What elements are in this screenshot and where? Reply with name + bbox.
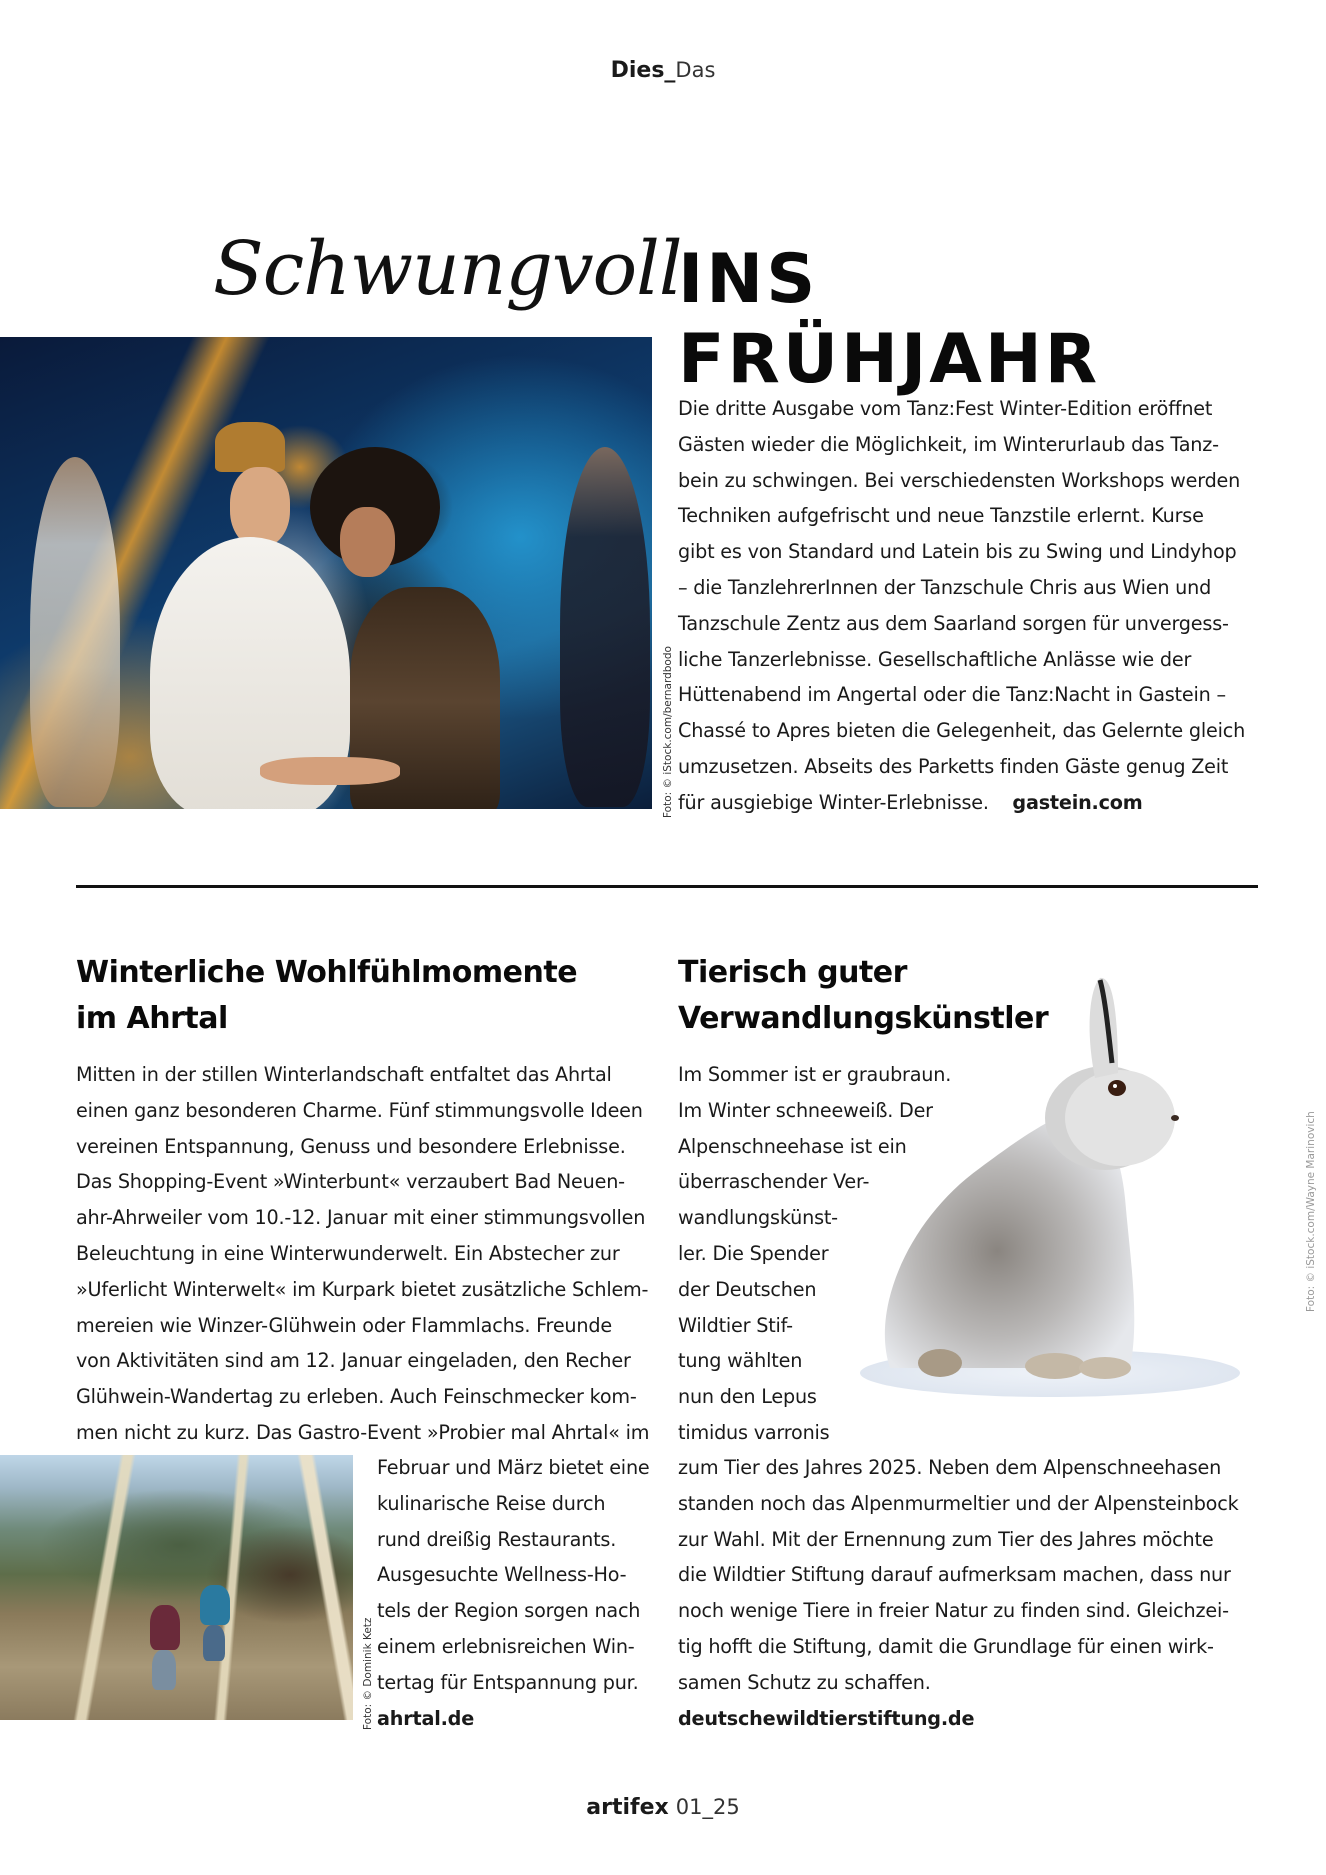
body-line: men nicht zu kurz. Das Gastro-Event »Probier mal Ahrtal« im [76,1420,650,1444]
section-divider [76,885,1258,888]
body-line: umzusetzen. Abseits des Parketts finden Gäste genug Zeit [678,754,1229,778]
body-line: tels der Region sorgen nach [377,1599,641,1623]
body-line: »Uferlicht Winterwelt« im Kurpark bietet zusätzliche Schlem- [76,1277,649,1301]
body-line: – die TanzlehrerInnen der Tanzschule Chris aus Wien und [678,575,1212,599]
article3-body [678,1057,951,1451]
body-line: tung wählten [678,1349,803,1373]
body-line: ler. Die Spender [678,1241,829,1265]
body-line: Tanzschule Zentz aus dem Saarland sorgen für unvergess- [678,611,1229,635]
body-line: der Deutschen [678,1277,817,1301]
body-line: liche Tanzerlebnisse. Gesellschaftliche Anlässe wie der [678,647,1192,671]
dance-photo [0,337,652,809]
headline-line: Tierisch guter [678,955,907,990]
body-line: von Aktivitäten sind am 12. Januar eingeladen, den Recher [76,1349,631,1373]
body-line: kulinarische Reise durch [377,1491,606,1515]
photo-credit-ahrtal: Foto: © Dominik Ketz [362,1617,374,1730]
body-line: ahr-Ahrweiler vom 10.-12. Januar mit einer stimmungsvollen [76,1206,646,1230]
wildtierstiftung-link[interactable]: deutschewildtierstiftung.de [678,1706,975,1730]
body-line: Techniken aufgefrischt und neue Tanzstile erlernt. Kurse [678,504,1204,528]
body-line: zum Tier des Jahres 2025. Neben dem Alpenschneehasen [678,1456,1222,1479]
body-line: einen ganz besonderen Charme. Fünf stimmungsvolle Ideen [76,1098,643,1122]
body-line-last [678,785,1245,821]
headline-caps-line-1: INS [678,240,819,319]
photo-credit-hare: Foto: © iStock.com/Wayne Marinovich [1305,1111,1317,1312]
link-line [678,1701,1238,1737]
body-line: Chassé to Apres bieten die Gelegenheit, das Gelernte gleich [678,719,1246,743]
photo-credit-dance: Foto: © iStock.com/bernardbodo [662,646,674,818]
body-line: Ausgesuchte Wellness-Ho- [377,1563,627,1587]
body-line: Mitten in der stillen Winterlandschaft entfaltet das Ahrtal [76,1063,612,1086]
body-line: bein zu schwingen. Bei verschiedensten Workshops werden [678,468,1241,492]
article3-body-continued [678,1450,1238,1736]
headline-script: Schwungvoll [213,226,682,312]
body-line: noch wenige Tiere in freier Natur zu finden sind. Gleichzei- [678,1599,1229,1623]
body-line: samen Schutz zu schaffen. [678,1670,931,1694]
body-line: vereinen Entspannung, Genuss und besondere Erlebnisse. [76,1134,626,1158]
article1-body [678,391,1245,821]
body-line: Gästen wieder die Möglichkeit, im Winterurlaub das Tanz- [678,432,1219,456]
body-line: Alpenschneehase ist ein [678,1134,907,1158]
headline-line: Winterliche Wohlfühlmomente [76,955,578,990]
body-line: Februar und März bietet eine [377,1456,650,1479]
body-line: mereien wie Winzer-Glühwein oder Flammlachs. Freunde [76,1313,612,1337]
gastein-link[interactable]: gastein.com [1012,790,1143,814]
body-line: einem erlebnisreichen Win- [377,1634,635,1658]
headline-caps-line-2: FRÜHJAHR [678,320,1101,399]
body-line: Im Sommer ist er graubraun. [678,1063,952,1086]
magazine-name: artifex [586,1795,669,1820]
body-line: Die dritte Ausgabe vom Tanz:Fest Winter-Edition eröffnet [678,397,1213,420]
body-line: Im Winter schneeweiß. Der [678,1098,933,1122]
headline-line: im Ahrtal [76,1001,228,1036]
body-line: wandlungskünst- [678,1206,838,1230]
body-line: tertag für Entspannung pur. [377,1670,639,1694]
article2-body-continued [377,1450,650,1736]
article2-headline [76,950,577,1042]
body-line: zur Wahl. Mit der Ernennung zum Tier des Jahres möchte [678,1527,1214,1551]
body-line: Beleuchtung in eine Winterwunderwelt. Ein Abstecher zur [76,1241,620,1265]
body-line: nun den Lepus [678,1385,817,1409]
article2-body [76,1057,649,1451]
link-line [377,1701,650,1737]
body-line: Hüttenabend im Angertal oder die Tanz:Nacht in Gastein – [678,683,1226,707]
ahrtal-photo [0,1455,353,1720]
body-line: Glühwein-Wandertag zu erleben. Auch Feinschmecker kom- [76,1385,637,1409]
running-head [0,58,1326,83]
body-line: timidus varronis [678,1420,830,1444]
body-line: die Wildtier Stiftung darauf aufmerksam machen, dass nur [678,1563,1231,1587]
section-label-bold: Dies_ [610,58,676,83]
page-footer [0,1795,1326,1820]
ahrtal-link[interactable]: ahrtal.de [377,1706,475,1730]
section-label-light: Das [675,58,716,82]
body-line: rund dreißig Restaurants. [377,1527,617,1551]
body-line: tig hofft die Stiftung, damit die Grundlage für einen wirk- [678,1634,1214,1658]
body-line: Das Shopping-Event »Winterbunt« verzaubert Bad Neuen- [76,1170,625,1194]
body-line: gibt es von Standard und Latein bis zu Swing und Lindyhop [678,540,1237,564]
body-line: standen noch das Alpenmurmeltier und der Alpensteinbock [678,1491,1239,1515]
body-text-end: für ausgiebige Winter-Erlebnisse. [678,790,989,814]
issue-number: 01_25 [675,1795,740,1819]
headline-line: Verwandlungskünstler [678,1001,1049,1036]
body-line: Wildtier Stif- [678,1313,793,1337]
body-line: überraschender Ver- [678,1170,870,1194]
